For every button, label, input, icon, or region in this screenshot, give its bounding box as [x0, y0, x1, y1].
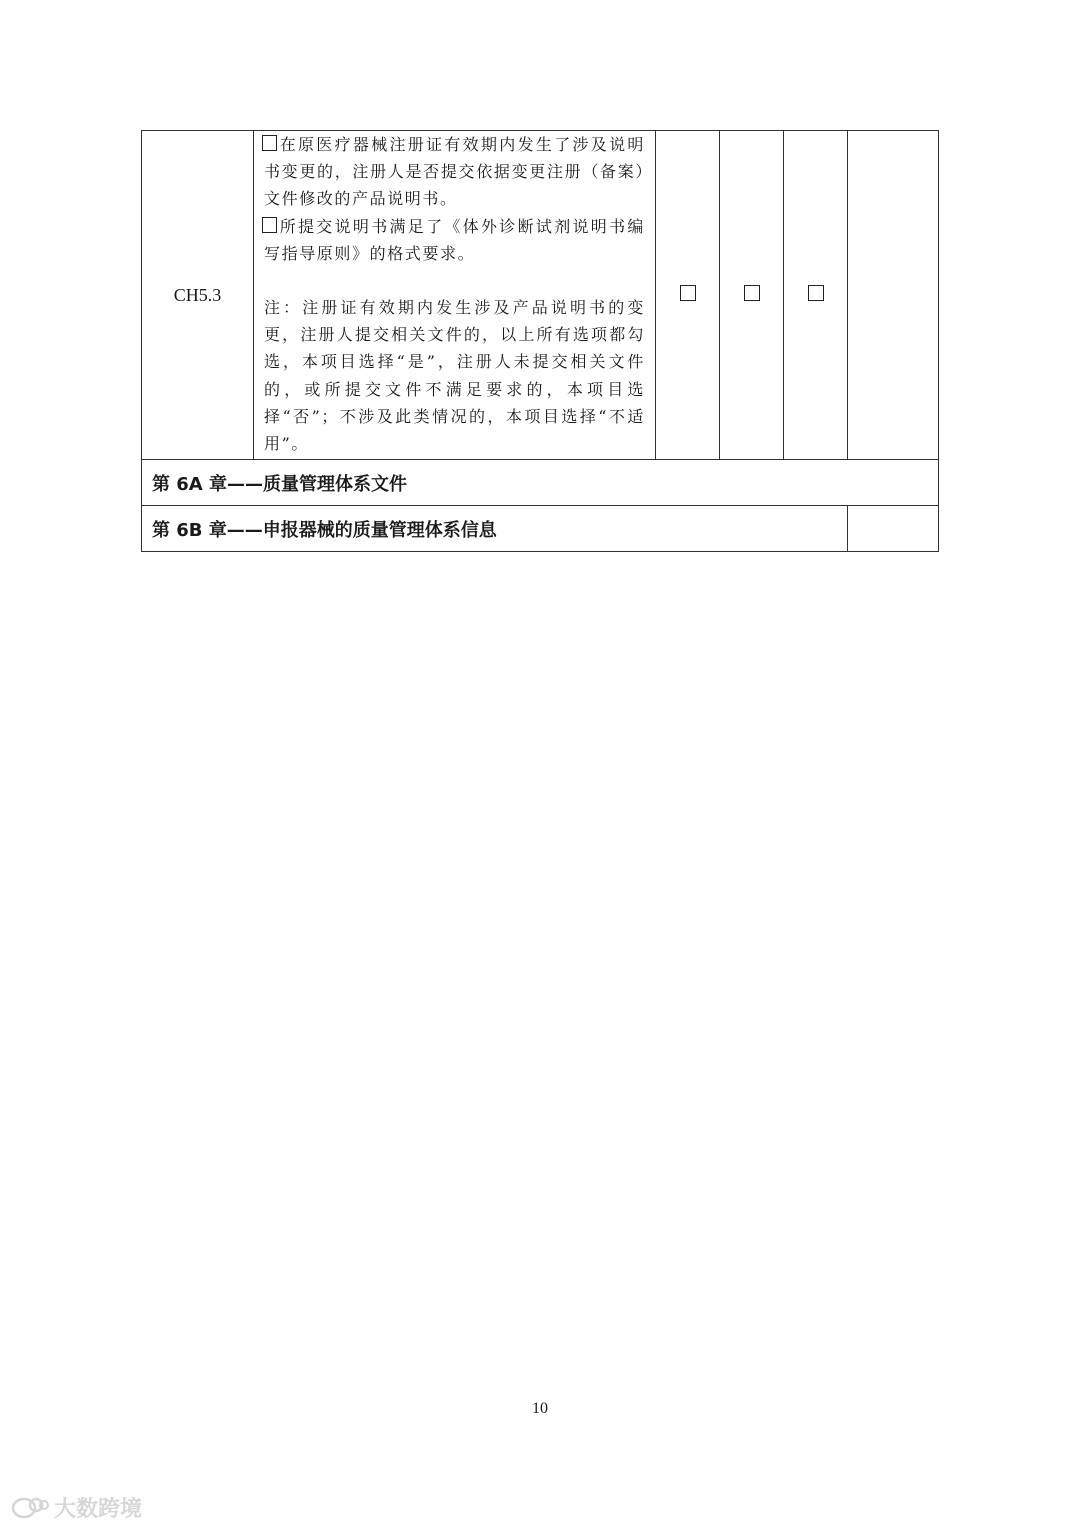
- yes-checkbox[interactable]: [680, 285, 696, 301]
- chapter-row-6a: [142, 460, 939, 506]
- no-checkbox[interactable]: [744, 285, 760, 301]
- chapter-heading: [142, 460, 939, 506]
- remarks-cell[interactable]: [848, 506, 939, 552]
- chapter-title: 质量管理体系文件: [263, 473, 407, 495]
- requirement-note: 注：注册证有效期内发生涉及产品说明书的变更，注册人提交相关文件的，以上所有选项都勾选，本项目选择“是”，注册人未提交相关文件的，或所提交文件不满足要求的，本项目选择“否”；不涉及此类情况的，本项目选择“不适用”。: [264, 298, 645, 454]
- requirement-item: [264, 213, 645, 267]
- requirement-text: 在原医疗器械注册证有效期内发生了涉及说明书变更的，注册人是否提交依据变更注册（备案）文件修改的产品说明书。: [264, 135, 645, 209]
- chapter-label: 第 6A 章——: [152, 473, 263, 495]
- table-row: [142, 131, 939, 460]
- not-applicable-cell: [784, 131, 848, 460]
- logo-icon: [10, 1495, 50, 1521]
- watermark: [10, 1492, 142, 1523]
- no-cell: [720, 131, 784, 460]
- requirement-item: [264, 131, 645, 213]
- chapter-title: 申报器械的质量管理体系信息: [262, 519, 497, 541]
- requirement-cell: [254, 131, 656, 460]
- yes-cell: [656, 131, 720, 460]
- checklist-table: [141, 130, 939, 552]
- checkbox-icon[interactable]: [262, 135, 277, 151]
- checkbox-icon[interactable]: [262, 217, 277, 233]
- page-number: 10: [532, 1400, 548, 1417]
- item-code: CH5.3: [142, 131, 254, 460]
- chapter-row-6b: [142, 506, 939, 552]
- requirement-text: 所提交说明书满足了《体外诊断试剂说明书编写指导原则》的格式要求。: [264, 216, 645, 263]
- chapter-heading: [142, 506, 848, 552]
- chapter-label: 第 6B 章——: [152, 519, 263, 541]
- remarks-cell[interactable]: [848, 131, 939, 460]
- not-applicable-checkbox[interactable]: [808, 285, 824, 301]
- watermark-text: 大数跨境: [54, 1497, 143, 1522]
